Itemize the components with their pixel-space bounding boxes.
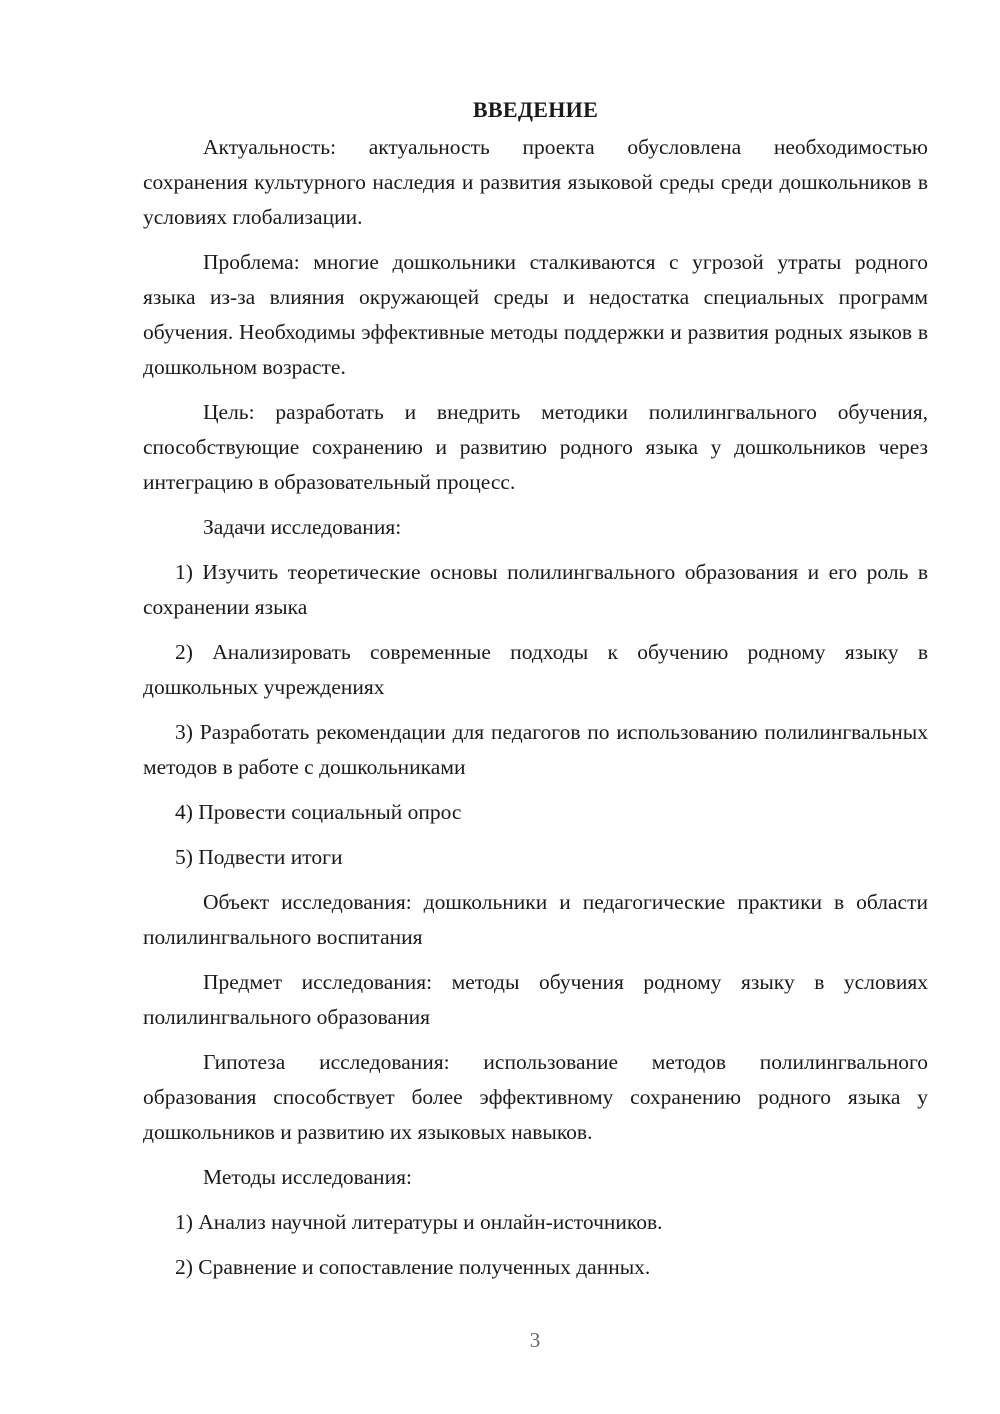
problem-paragraph: Проблема: многие дошкольники сталкиваются с угрозой утраты родного языка из-за влияния окружающей среды и недостатка специальных программ обучения. Необходимы эффективные методы поддержки и развития родных языков в дошкольном возрасте.: [143, 250, 928, 379]
task-item-2: 2) Анализировать современные подходы к обучению родному языку в дошкольных учреждениях: [143, 640, 928, 699]
task-item-5: 5) Подвести итоги: [175, 845, 343, 869]
subject-paragraph: Предмет исследования: методы обучения родному языку в условиях полилингвального образования: [143, 970, 928, 1029]
page-title: ВВЕДЕНИЕ: [472, 97, 599, 122]
page-number: 3: [529, 1328, 541, 1352]
task-item-1: 1) Изучить теоретические основы полилингвального образования и его роль в сохранении языка: [143, 560, 928, 619]
relevance-paragraph: Актуальность: актуальность проекта обусловлена необходимостью сохранения культурного наследия и развития языковой среды среди дошкольников в условиях глобализации.: [143, 135, 928, 229]
method-item-1: 1) Анализ научной литературы и онлайн-источников.: [175, 1210, 663, 1234]
tasks-heading: Задачи исследования:: [203, 515, 402, 539]
task-item-3: 3) Разработать рекомендации для педагогов по использованию полилингвальных методов в работе с дошкольниками: [143, 720, 928, 779]
goal-paragraph: Цель: разработать и внедрить методики полилингвального обучения, способствующие сохранению и развитию родного языка у дошкольников через интеграцию в образовательный процесс.: [143, 400, 928, 494]
hypothesis-paragraph: Гипотеза исследования: использование методов полилингвального образования способствует более эффективному сохранению родного языка у дошкольников и развитию их языковых навыков.: [143, 1050, 928, 1144]
document-page: [143, 92, 928, 1295]
object-paragraph: Объект исследования: дошкольники и педагогические практики в области полилингвального воспитания: [143, 890, 928, 949]
methods-heading: Методы исследования:: [203, 1165, 412, 1189]
method-item-2: 2) Сравнение и сопоставление полученных данных.: [175, 1255, 651, 1279]
task-item-4: 4) Провести социальный опрос: [175, 800, 462, 824]
